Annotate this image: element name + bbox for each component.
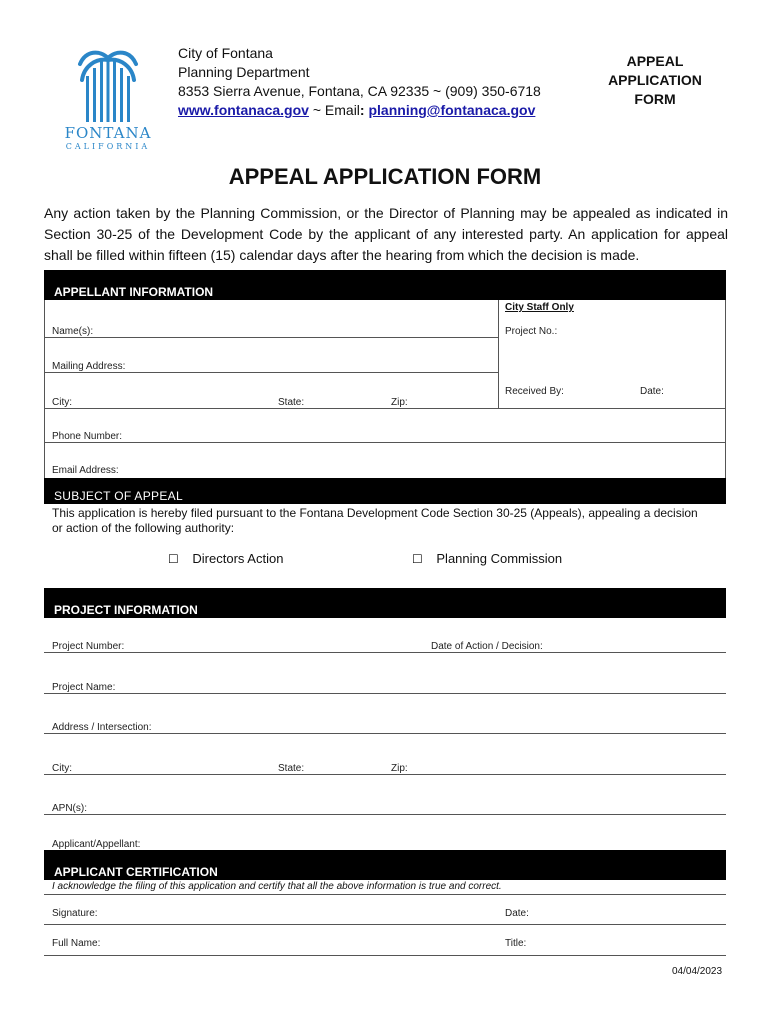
appellant-city-label: City: <box>52 397 72 408</box>
received-by-label: Received By: <box>505 386 564 397</box>
badge-line-3: FORM <box>634 91 676 107</box>
project-no-label: Project No.: <box>505 326 558 337</box>
badge-line-1: APPEAL <box>626 53 684 69</box>
project-city-label: City: <box>52 763 72 774</box>
address-intersection-label: Address / Intersection: <box>52 722 152 733</box>
staff-date-label: Date: <box>640 386 664 397</box>
planning-commission-label: Planning Commission <box>436 551 563 566</box>
apn-label: APN(s): <box>52 803 87 814</box>
header-address: 8353 Sierra Avenue, Fontana, CA 92335 ~ (909) 350-6718 <box>178 83 541 99</box>
planning-commission-option[interactable] <box>412 551 562 566</box>
email-separator: ~ Email <box>308 102 360 118</box>
planning-commission-checkbox[interactable]: ☐ <box>412 552 423 566</box>
certification-statement: I acknowledge the filing of this application and certify that all the above information is true and correct. <box>52 881 502 892</box>
staff-only-label: City Staff Only <box>505 302 574 313</box>
mailing-address-field[interactable] <box>44 372 498 373</box>
email-label: Email Address: <box>52 465 119 476</box>
palm-tree-icon <box>60 46 156 126</box>
directors-action-checkbox[interactable]: ☐ <box>168 552 179 566</box>
appellant-zip-label: Zip: <box>391 397 408 408</box>
directors-action-label: Directors Action <box>192 551 284 566</box>
city-logo <box>60 46 156 150</box>
project-section-header <box>44 588 726 618</box>
phone-label: Phone Number: <box>52 431 123 442</box>
email-link[interactable]: planning@fontanaca.gov <box>368 102 536 118</box>
mailing-address-label: Mailing Address: <box>52 361 126 372</box>
full-name-field[interactable] <box>44 955 726 956</box>
project-zip-label: Zip: <box>391 763 408 774</box>
title-label: Title: <box>505 938 527 949</box>
project-heading: PROJECT INFORMATION <box>54 603 198 617</box>
email-colon: : <box>359 102 369 118</box>
logo-sub: CALIFORNIA <box>65 142 151 151</box>
subject-section-header <box>44 478 726 504</box>
directors-action-option[interactable] <box>168 551 283 566</box>
intro-paragraph: Any action taken by the Planning Commission, or the Director of Planning may be appealed as indicated in Section 30-25 of the Development Code by the applicant of any interested party. An application for appeal shall be filled within fifteen (15) calendar days after the hearing from which the decision is made. <box>44 205 728 263</box>
applicant-appellant-label: Applicant/Appellant: <box>52 839 141 850</box>
certification-section-header <box>44 850 726 880</box>
subject-heading: SUBJECT OF APPEAL <box>54 489 183 503</box>
badge-line-2: APPLICATION <box>608 72 702 88</box>
appellant-section-header <box>44 270 726 300</box>
apn-field[interactable] <box>44 814 726 815</box>
subject-text-line-1: This application is hereby filed pursuant to the Fontana Development Code Section 30-25 (Appeals), appealing a decision <box>52 506 698 520</box>
cert-date-label: Date: <box>505 908 529 919</box>
subject-text <box>52 506 698 536</box>
header-address-block <box>178 44 541 120</box>
names-field[interactable] <box>44 337 498 338</box>
appellant-frame <box>44 300 726 479</box>
website-link[interactable]: www.fontanaca.gov <box>178 102 309 118</box>
project-number-label: Project Number: <box>52 641 125 652</box>
project-state-label: State: <box>278 763 305 774</box>
certification-heading: APPLICANT CERTIFICATION <box>54 865 218 879</box>
project-number-field[interactable] <box>44 652 726 653</box>
date-of-action-label: Date of Action / Decision: <box>431 641 543 652</box>
signature-label: Signature: <box>52 908 98 919</box>
address-intersection-field[interactable] <box>44 733 726 734</box>
header-city: City of Fontana <box>178 45 273 61</box>
page-title: APPEAL APPLICATION FORM <box>228 164 542 189</box>
staff-box-bottom <box>498 408 726 409</box>
appellant-heading: APPELLANT INFORMATION <box>54 285 214 299</box>
revision-date: 04/04/2023 <box>672 966 723 977</box>
project-name-label: Project Name: <box>52 682 116 693</box>
city-state-zip-field[interactable] <box>44 408 498 409</box>
signature-field[interactable] <box>44 924 726 925</box>
project-city-field[interactable] <box>44 774 726 775</box>
header-department: Planning Department <box>178 64 310 80</box>
subject-text-line-2: or action of the following authority: <box>52 521 235 535</box>
appellant-state-label: State: <box>278 397 305 408</box>
form-badge <box>590 52 720 109</box>
logo-name: FONTANA <box>64 124 152 142</box>
project-name-field[interactable] <box>44 693 726 694</box>
full-name-label: Full Name: <box>52 938 101 949</box>
names-label: Name(s): <box>52 326 94 337</box>
staff-divider <box>498 300 499 408</box>
certification-rule <box>44 894 726 895</box>
phone-field[interactable] <box>44 442 726 443</box>
header-contact <box>178 101 541 120</box>
